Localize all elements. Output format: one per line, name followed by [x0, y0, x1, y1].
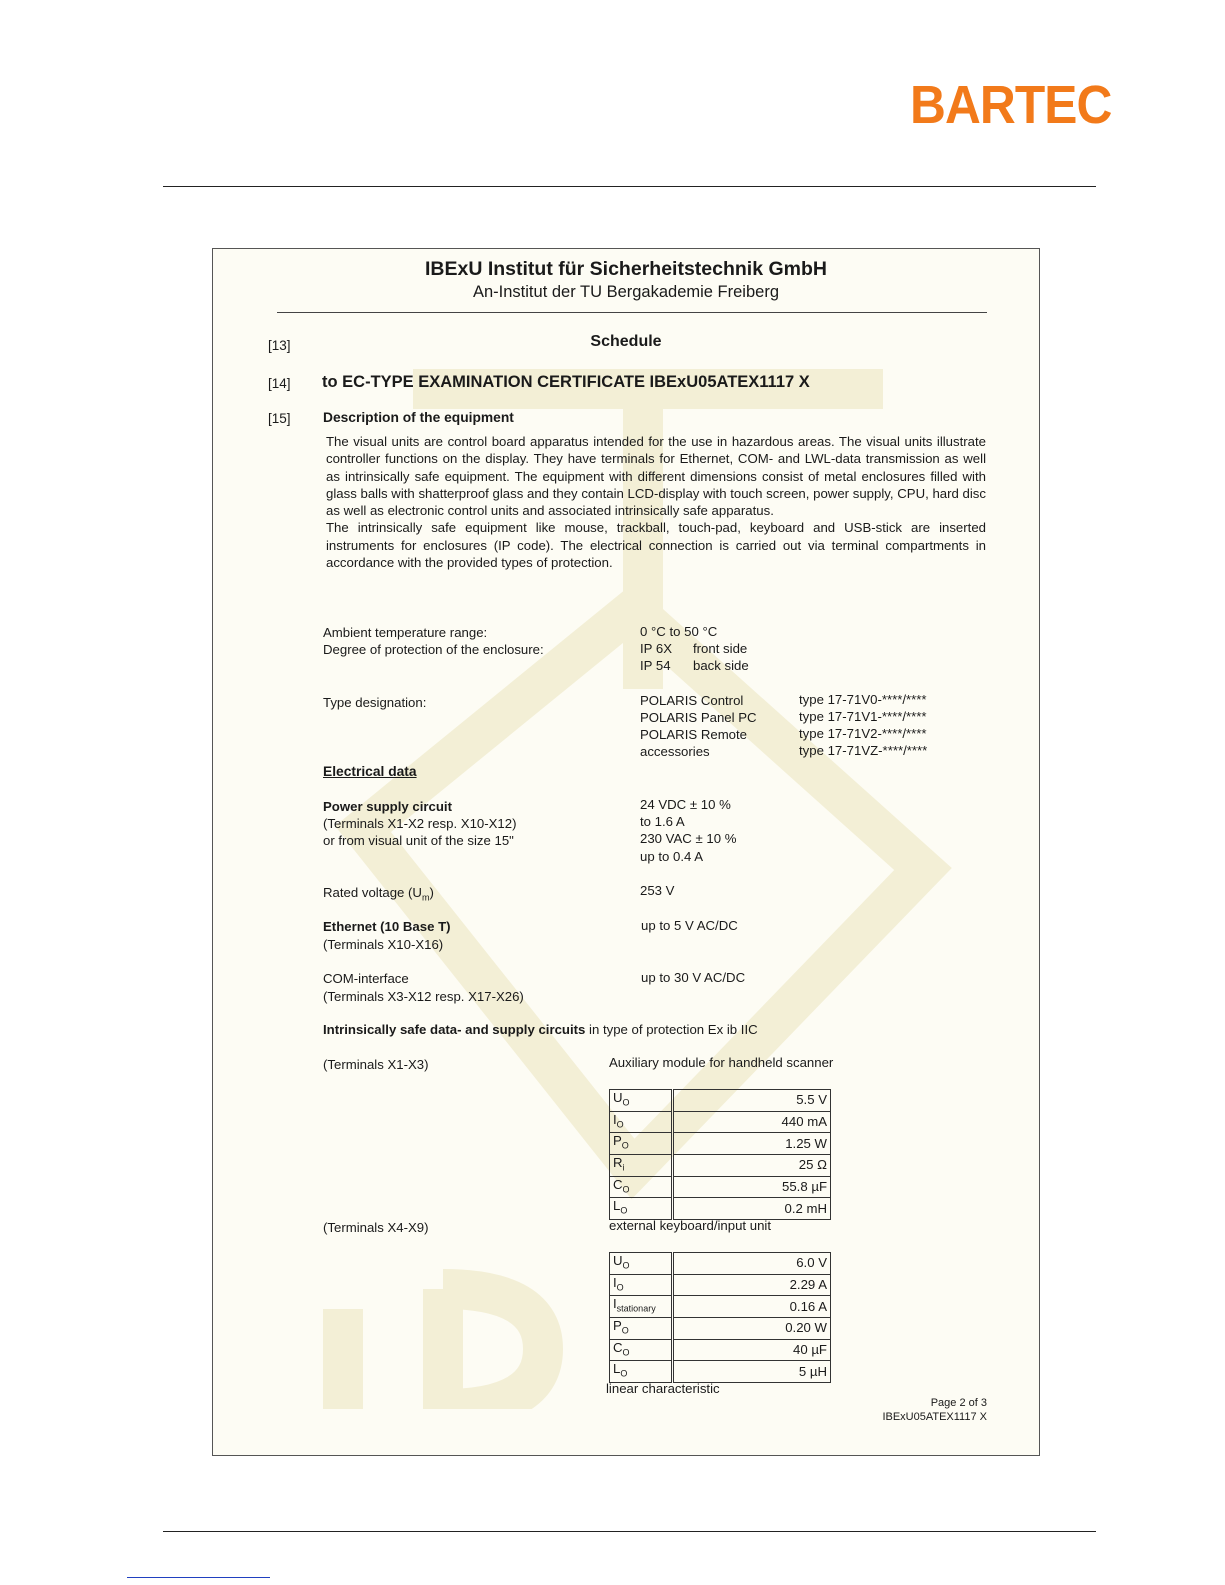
- parameter-symbol: $I_{stationary}$: [610, 1296, 673, 1318]
- circuit2-values-table: [609, 1252, 831, 1383]
- ambient-value: 0 °C to 50 °C: [640, 624, 718, 639]
- circuit2-title: external keyboard/input unit: [609, 1218, 772, 1233]
- bartec-logo: BARTEC: [910, 75, 1112, 135]
- type-name: POLARIS Panel PC: [640, 710, 757, 725]
- type-name: POLARIS Remote: [640, 727, 748, 742]
- institute-subtitle: An-Institut der TU Bergakademie Freiberg: [473, 283, 779, 301]
- parameter-value: 0.20 W: [673, 1317, 831, 1339]
- parameter-symbol: $P_O$: [610, 1317, 673, 1339]
- parameter-symbol: $U_O$: [610, 1090, 673, 1112]
- table-row: [610, 1154, 831, 1176]
- parameter-value: 0.2 mH: [673, 1198, 831, 1220]
- table-row: [610, 1198, 831, 1220]
- ip-back-code: IP 54: [640, 658, 671, 673]
- certificate-title: to EC-TYPE EXAMINATION CERTIFICATE IBExU05ATEX1117 X: [322, 373, 810, 391]
- ambient-label: Ambient temperature range:: [323, 625, 488, 640]
- ethernet-title: Ethernet (10 Base T): [323, 919, 451, 934]
- footer-link-underline: [127, 1577, 270, 1578]
- parameter-value: 40 µF: [673, 1339, 831, 1361]
- parameter-value: 2.29 A: [673, 1274, 831, 1296]
- section-14-number: [14]: [268, 376, 291, 391]
- power-supply-visual-unit: or from visual unit of the size 15": [323, 833, 514, 848]
- intrinsic-safety-heading: Intrinsically safe data- and supply circuits in type of protection Ex ib IIC: [323, 1022, 758, 1037]
- power-value: 230 VAC ± 10 %: [640, 831, 737, 846]
- table-row: [610, 1176, 831, 1198]
- institute-name: IBExU Institut für Sicherheitstechnik GmbH: [425, 258, 827, 280]
- scanned-certificate: [212, 248, 1040, 1456]
- footer-rule: [163, 1531, 1096, 1532]
- institute-rule: [277, 312, 987, 313]
- linear-characteristic-note: linear characteristic: [606, 1381, 720, 1396]
- description-text: [326, 433, 986, 571]
- power-value: 24 VDC ± 10 %: [640, 797, 731, 812]
- ip-front-code: IP 6X: [640, 641, 673, 656]
- table-row: [610, 1090, 831, 1112]
- parameter-symbol: $I_O$: [610, 1274, 673, 1296]
- parameter-symbol: $L_O$: [610, 1198, 673, 1220]
- table-row: [610, 1274, 831, 1296]
- com-interface-terminals: (Terminals X3-X12 resp. X17-X26): [323, 989, 524, 1004]
- power-supply-terminals: (Terminals X1-X2 resp. X10-X12): [323, 816, 517, 831]
- com-interface-value: up to 30 V AC/DC: [641, 970, 746, 985]
- table-row: [610, 1339, 831, 1361]
- circuit1-title: Auxiliary module for handheld scanner: [609, 1055, 834, 1070]
- circuit2-terminals: (Terminals X4-X9): [323, 1220, 429, 1235]
- type-code: type 17-71VZ-****/****: [799, 743, 928, 758]
- parameter-value: 5.5 V: [673, 1090, 831, 1112]
- parameter-symbol: $I_O$: [610, 1111, 673, 1133]
- ethernet-terminals: (Terminals X10-X16): [323, 937, 444, 952]
- power-supply-title: Power supply circuit: [323, 799, 452, 814]
- type-code: type 17-71V1-****/****: [799, 709, 927, 724]
- parameter-value: 1.25 W: [673, 1133, 831, 1155]
- table-row: [610, 1133, 831, 1155]
- table-row: [610, 1361, 831, 1383]
- parameter-symbol: $C_O$: [610, 1339, 673, 1361]
- parameter-value: 6.0 V: [673, 1253, 831, 1275]
- rated-voltage-value: 253 V: [640, 883, 675, 898]
- parameter-symbol: $U_O$: [610, 1253, 673, 1275]
- description-paragraph-2: The intrinsically safe equipment like mouse, trackball, touch-pad, keyboard and USB-stick are inserted instruments for enclosures (IP code). The electrical connection is carried out via terminal compartments in accordance with the provided types of protection.: [326, 520, 986, 571]
- type-code: type 17-71V2-****/****: [799, 726, 927, 741]
- parameter-symbol: $R_i$: [610, 1154, 673, 1176]
- circuit1-values-table: [609, 1089, 831, 1220]
- electrical-data-heading: Electrical data: [323, 764, 417, 779]
- ip-back-side: back side: [693, 658, 749, 673]
- table-row: [610, 1317, 831, 1339]
- parameter-value: 440 mA: [673, 1111, 831, 1133]
- table-row: [610, 1111, 831, 1133]
- circuit1-terminals: (Terminals X1-X3): [323, 1057, 429, 1072]
- type-name: accessories: [640, 744, 710, 759]
- schedule-title: Schedule: [590, 333, 662, 350]
- type-code: type 17-71V0-****/****: [799, 692, 927, 707]
- rated-voltage-label: Rated voltage $(U_m)$: [323, 885, 434, 903]
- page-number: Page 2 of 3: [930, 1397, 987, 1409]
- description-paragraph-1: The visual units are control board apparatus intended for the use in hazardous areas. The visual units illustrate controller functions on the display. They have terminals for Ethernet, COM- and LWL-data transmission as well as intrinsically safe equipment. The equipment with different dimensions consist of metal enclosures filled with glass balls with shatterproof glass and they contain LCD-display with touch screen, power supply, CPU, hard disc as well as electronic control units and associated intrinsically safe apparatus.: [326, 434, 986, 519]
- table-row: [610, 1253, 831, 1275]
- certificate-reference: IBExU05ATEX1117 X: [882, 1411, 987, 1423]
- com-interface-title: COM-interface: [323, 971, 409, 986]
- parameter-symbol: $C_O$: [610, 1176, 673, 1198]
- table-row: [610, 1296, 831, 1318]
- type-label: Type designation:: [323, 695, 427, 710]
- power-value: up to 0.4 A: [640, 849, 704, 864]
- section-15-number: [15]: [268, 411, 291, 426]
- parameter-symbol: $P_O$: [610, 1133, 673, 1155]
- protection-label: Degree of protection of the enclosure:: [323, 642, 544, 657]
- header-rule: [163, 186, 1096, 187]
- ip-front-side: front side: [693, 641, 748, 656]
- parameter-symbol: $L_O$: [610, 1361, 673, 1383]
- parameter-value: 55.8 µF: [673, 1176, 831, 1198]
- ethernet-value: up to 5 V AC/DC: [641, 918, 738, 933]
- description-heading: Description of the equipment: [323, 410, 514, 425]
- parameter-value: 5 µH: [673, 1361, 831, 1383]
- power-value: to 1.6 A: [640, 814, 685, 829]
- parameter-value: 0.16 A: [673, 1296, 831, 1318]
- parameter-value: 25 Ω: [673, 1154, 831, 1176]
- type-name: POLARIS Control: [640, 693, 744, 708]
- section-13-number: [13]: [268, 338, 291, 353]
